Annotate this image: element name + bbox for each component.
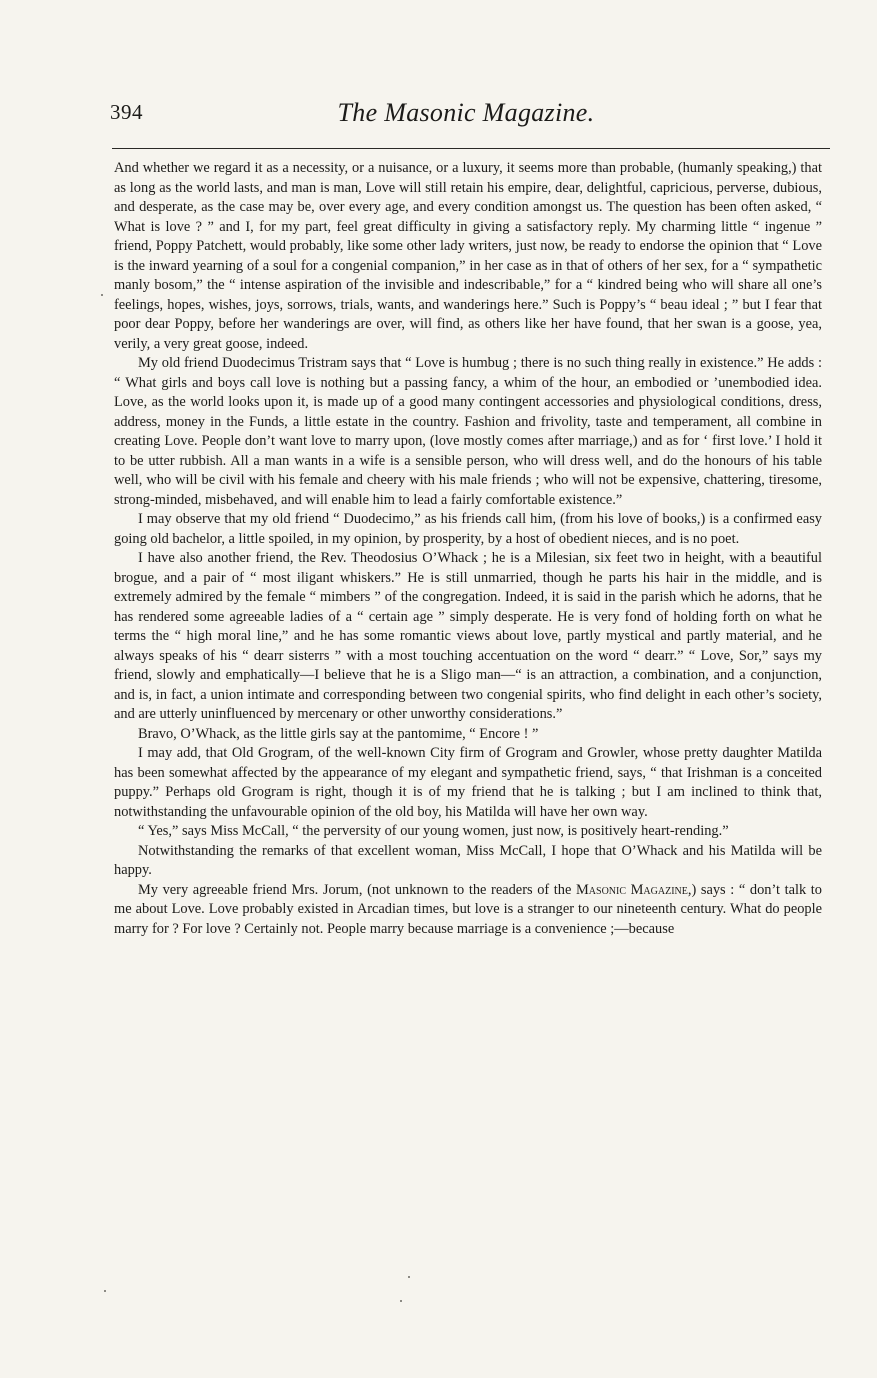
paragraph: Notwithstanding the remarks of that excellent woman, Miss McCall, I hope that O’Whack and his Matilda will be happy. bbox=[114, 842, 822, 878]
page-header bbox=[110, 100, 822, 132]
paragraph: And whether we regard it as a necessity, or a nuisance, or a luxury, it seems more than probable, (humanly speaking,) that as long as the world lasts, and man is man, Love will still retain his empire, dear, delightful, capricious, perverse, dubious, and desperate, as the case may be, over every age, and every condition amongst us. The question has been often asked, “ What is love ? ” and I, for my part, feel great difficulty in giving a satisfactory reply. My charming little “ ingenue ” friend, Poppy Patchett, would probably, like some other lady writers, just now, be ready to endorse the opinion that “ Love is the inward yearning of a soul for a congenial companion,” in her case as in that of others of her sex, for a “ sympathetic manly bosom,” the “ intense aspiration of the invisible and indescribable,” for a “ kindred being who will share all one’s feelings, hopes, wishes, joys, sorrows, trials, wants, and wanderings here.” Such is Poppy’s “ beau ideal ; ” but I fear that poor dear Poppy, before her wanderings are over, will find, as others like her have found, that her swan is a goose, yea, verily, a very great goose, indeed. bbox=[114, 160, 822, 352]
paper-speck bbox=[101, 294, 103, 296]
paragraph: “ Yes,” says Miss McCall, “ the perversity of our young women, just now, is positively heart-rending.” bbox=[138, 823, 729, 839]
paper-speck bbox=[400, 1300, 402, 1302]
paper-speck bbox=[408, 1276, 410, 1278]
paragraph: I have also another friend, the Rev. Theodosius O’Whack ; he is a Milesian, six feet two in height, with a beautiful brogue, and a pair of “ most iligant whiskers.” He is still unmarried, though he parts his hair in the middle, and is extremely admired by the female “ mimbers ” of the congregation. Indeed, it is said in the parish which he adorns, that he has rendered some agreeable ladies of a “ certain age ” simply desperate. He is very fond of holding forth on what he terms the “ high moral line,” and he has some romantic views about love, partly mystical and partly material, and he always speaks of his “ dearr sisterrs ” with a most touching accentuation on the word “ dearr.” “ Love, Sor,” says my friend, slowly and emphatically—I believe that he is a Sligo man—“ is an attraction, a combination, and a conjunction, and is, in fact, a union intimate and corresponding between two congenial spirits, who find delight in each other’s society, and are utterly uninfluenced by mercenary or other unworthy considerations.” bbox=[114, 550, 822, 722]
article-body bbox=[114, 159, 822, 939]
header-rule bbox=[112, 148, 830, 149]
paragraph: Bravo, O’Whack, as the little girls say at the pantomime, “ Encore ! ” bbox=[138, 725, 539, 742]
magazine-name-smallcaps: Masonic Magazine, bbox=[576, 881, 692, 898]
last-paragraph-end: ) says : “ don’t talk to me about Love. Love probably existed in Arcadian times, but love is a stranger to our nineteenth century. What do people marry for ? For love ? Certainly not. People marry because marriage is a convenience ;—because bbox=[114, 881, 822, 937]
last-paragraph-start: My very agreeable friend Mrs. Jorum, (not unknown to the readers of the bbox=[138, 881, 576, 898]
paragraph: I may observe that my old friend “ Duodecimo,” as his friends call him, (from his love of books,) is a confirmed easy going old bachelor, a little spoiled, in my opinion, by prosperity, by a host of obedient nieces, and is no poet. bbox=[114, 511, 822, 547]
running-title: The Masonic Magazine. bbox=[337, 98, 595, 127]
paper-speck bbox=[104, 1290, 106, 1292]
paragraph-last bbox=[114, 881, 822, 940]
page-number: 394 bbox=[110, 100, 143, 124]
paragraph: My old friend Duodecimus Tristram says that “ Love is humbug ; there is no such thing really in existence.” He adds : “ What girls and boys call love is nothing but a passing fancy, a whim of the hour, an embodied or ’unembodied idea. Love, as the world looks upon it, is made up of a good many contingent accessories and physiological conditions, dress, address, money in the Funds, a little estate in the country. Fashion and frivolity, taste and temperament, all combine in creating Love. People don’t want love to marry upon, (love mostly comes after marriage,) and as for ‘ first love.’ I hold it to be utter rubbish. All a man wants in a wife is a sensible person, who will dress well, and do the honours of his table well, who will be civil with his female and cheery with his male friends ; who will not be expensive, chattering, tiresome, strong-minded, misbehaved, and will enable him to lead a fairly comfortable existence.” bbox=[114, 355, 822, 508]
paragraph: I may add, that Old Grogram, of the well-known City firm of Grogram and Growler, whose pretty daughter Matilda has been somewhat affected by the appearance of my elegant and sympathetic friend, says, “ that Irishman is a conceited puppy.” Perhaps old Grogram is right, though it is of my friend that he is talking ; but I am inclined to think that, notwithstanding the unfavourable opinion of the old boy, his Matilda will have her own way. bbox=[114, 745, 822, 820]
